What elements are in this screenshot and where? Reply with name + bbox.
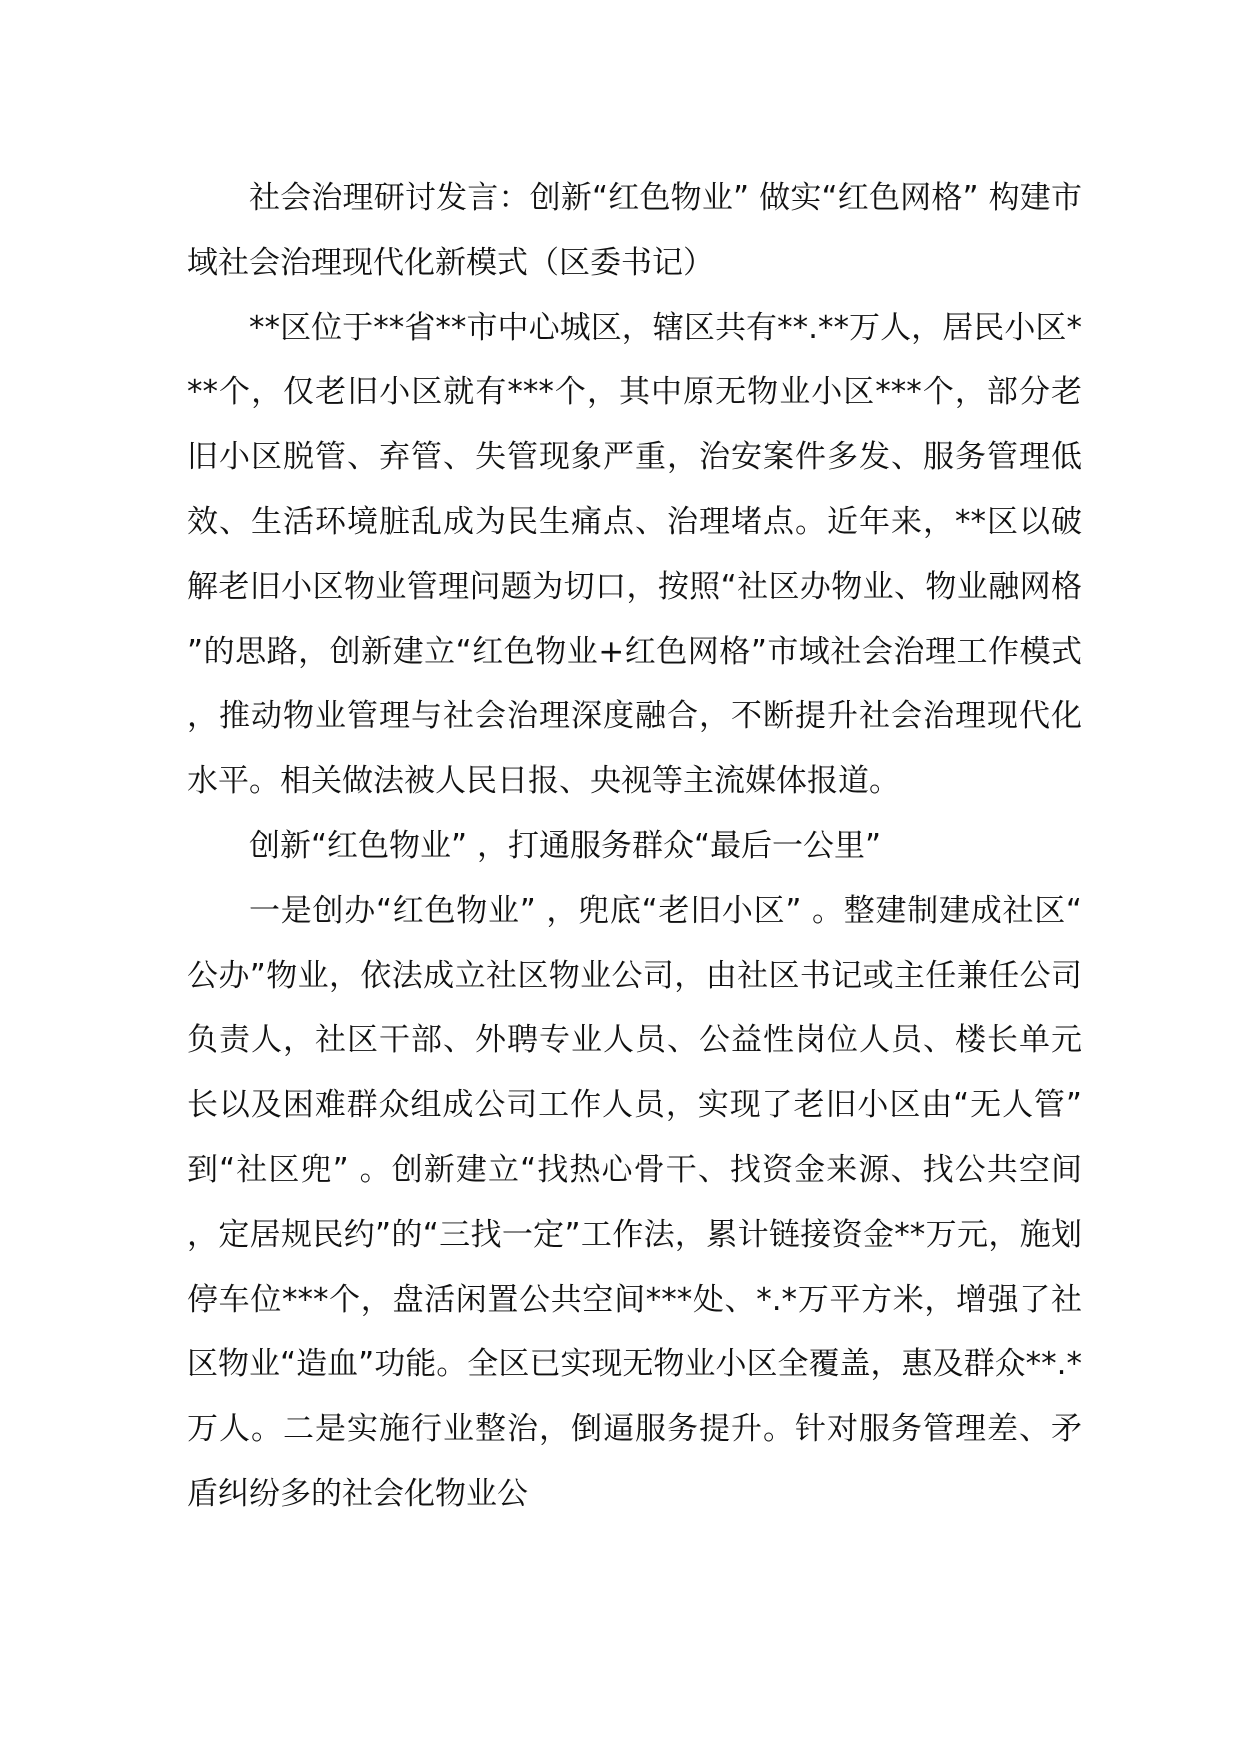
intro-paragraph: **区位于**省**市中心城区，辖区共有**.**万人，居民小区***个，仅老旧小区就有***个，其中原无物业小区***个，部分老旧小区脱管、弃管、失管现象严重，治安案件多发、服务管理低效、生活环境脏乱成为民生痛点、治理堵点。近年来，**区以破解老旧小区物业管理问题为切口，按照“社区办物业、物业融网格”的思路，创新建立“红色物业+红色网格”市域社会治理工作模式，推动物业管理与社会治理深度融合，不断提升社会治理现代化水平。相关做法被人民日报、央视等主流媒体报道。: [187, 309, 1082, 800]
document-title: 社会治理研讨发言：创新“红色物业” 做实“红色网格” 构建市域社会治理现代化新模式（区委书记）: [187, 180, 1082, 281]
section-heading: 创新“红色物业” ，打通服务群众“最后一公里”: [249, 827, 882, 864]
document-body: [187, 166, 1082, 1527]
section-paragraph: 一是创办“红色物业” ，兜底“老旧小区” 。整建制建成社区“公办”物业，依法成立社区物业公司，由社区书记或主任兼任公司负责人，社区干部、外聘专业人员、公益性岗位人员、楼长单元长以及困难群众组成公司工作人员，实现了老旧小区由“无人管”到“社区兜” 。创新建立“找热心骨干、找资金来源、找公共空间，定居规民约”的“三找一定”工作法，累计链接资金**万元，施划停车位***个，盘活闲置公共空间***处、*.*万平方米，增强了社区物业“造血”功能。全区已实现无物业小区全覆盖，惠及群众**.*万人。二是实施行业整治，倒逼服务提升。针对服务管理差、矛盾纠纷多的社会化物业公: [187, 892, 1082, 1512]
